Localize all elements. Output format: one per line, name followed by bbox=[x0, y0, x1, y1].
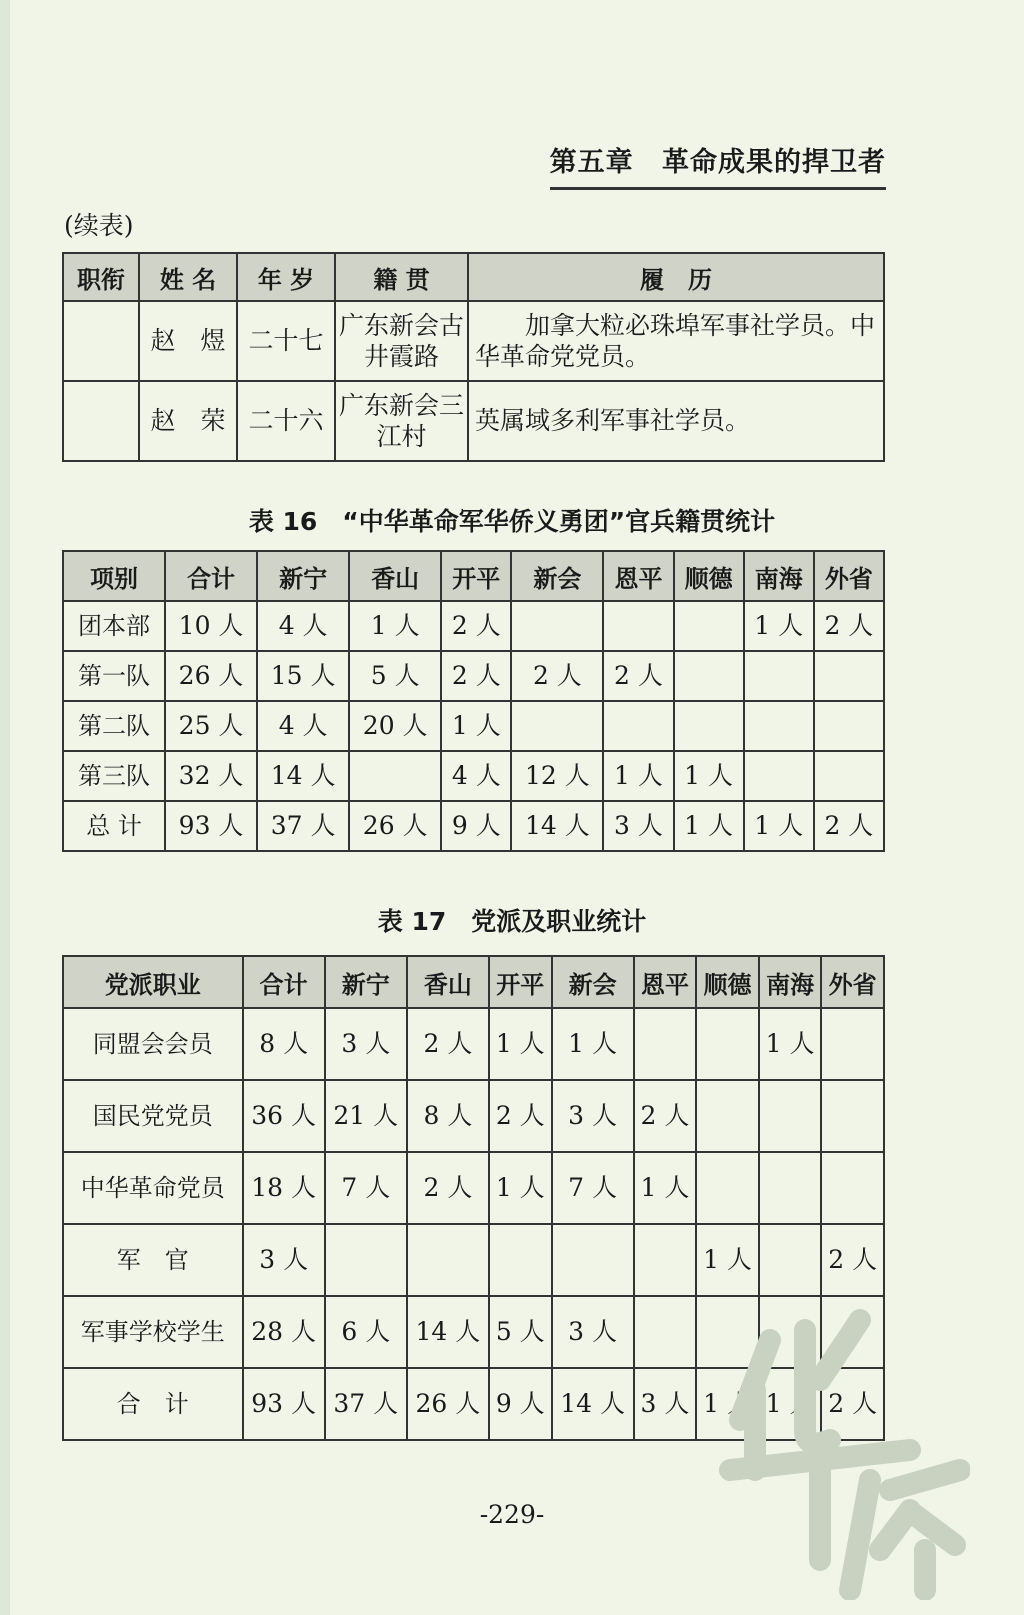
table-cell: 3 人 bbox=[552, 1080, 634, 1152]
col-header: 外省 bbox=[814, 551, 884, 601]
table-cell bbox=[759, 1080, 822, 1152]
table-cell: 1 人 bbox=[674, 801, 744, 851]
table-cell: 1 人 bbox=[489, 1008, 552, 1080]
table-cell: 15 人 bbox=[257, 651, 349, 701]
table-cell bbox=[696, 1008, 759, 1080]
table-row bbox=[63, 1008, 884, 1080]
table-cell bbox=[744, 651, 814, 701]
table17-party-occupation-stats bbox=[62, 955, 885, 1441]
table-cell: 14 人 bbox=[552, 1368, 634, 1440]
table-cell: 3 人 bbox=[243, 1224, 325, 1296]
table-cell: 2 人 bbox=[407, 1008, 489, 1080]
table-cell bbox=[489, 1224, 552, 1296]
table16-caption: 表 16 “中华革命军华侨义勇团”官兵籍贯统计 bbox=[248, 507, 776, 536]
col-header: 香山 bbox=[407, 956, 489, 1008]
table-cell: 1 人 bbox=[674, 751, 744, 801]
table-cell: 7 人 bbox=[552, 1152, 634, 1224]
col-age: 年 岁 bbox=[237, 253, 335, 301]
table-cell: 2 人 bbox=[821, 1368, 884, 1440]
table-cell: 1 人 bbox=[744, 801, 814, 851]
col-rank: 职衔 bbox=[63, 253, 139, 301]
table-cell bbox=[821, 1008, 884, 1080]
table-cell bbox=[814, 701, 884, 751]
page-edge bbox=[0, 0, 10, 1615]
table-cell: 12 人 bbox=[511, 751, 603, 801]
row-label: 团本部 bbox=[63, 601, 165, 651]
table-cell bbox=[511, 701, 603, 751]
col-header: 项别 bbox=[63, 551, 165, 601]
table-cell bbox=[511, 601, 603, 651]
table-cell: 7 人 bbox=[325, 1152, 407, 1224]
col-header: 新会 bbox=[552, 956, 634, 1008]
table-cell bbox=[744, 701, 814, 751]
row-label: 第一队 bbox=[63, 651, 165, 701]
table-cell: 8 人 bbox=[407, 1080, 489, 1152]
table-cell: 1 人 bbox=[744, 601, 814, 651]
table-cell: 14 人 bbox=[407, 1296, 489, 1368]
table-cell bbox=[814, 651, 884, 701]
table-header-row bbox=[63, 253, 884, 301]
chapter-title: 革命成果的捍卫者 bbox=[662, 147, 886, 178]
table-cell: 5 人 bbox=[349, 651, 441, 701]
col-header: 新宁 bbox=[257, 551, 349, 601]
cell-bio: 英属域多利军事社学员。 bbox=[468, 381, 884, 461]
col-header: 开平 bbox=[441, 551, 511, 601]
col-header: 新会 bbox=[511, 551, 603, 601]
cell-rank bbox=[63, 301, 139, 381]
table-cell: 14 人 bbox=[511, 801, 603, 851]
table-cell: 37 人 bbox=[325, 1368, 407, 1440]
table-cell bbox=[634, 1008, 697, 1080]
table-cell bbox=[759, 1224, 822, 1296]
table-cell bbox=[325, 1224, 407, 1296]
chapter-number: 第五章 bbox=[549, 147, 634, 178]
table-cell: 1 人 bbox=[603, 751, 673, 801]
table-cell bbox=[634, 1296, 697, 1368]
table-cell bbox=[821, 1296, 884, 1368]
table-cell bbox=[552, 1224, 634, 1296]
table-cell: 9 人 bbox=[441, 801, 511, 851]
table-cell: 32 人 bbox=[165, 751, 257, 801]
table-cell: 93 人 bbox=[165, 801, 257, 851]
cell-name: 赵 荣 bbox=[139, 381, 237, 461]
page-number: -229- bbox=[479, 1500, 545, 1529]
table-cell: 1 人 bbox=[696, 1368, 759, 1440]
table-cell bbox=[696, 1080, 759, 1152]
table-cell bbox=[603, 601, 673, 651]
table-cell bbox=[821, 1152, 884, 1224]
table-cell: 2 人 bbox=[441, 601, 511, 651]
col-header: 恩平 bbox=[603, 551, 673, 601]
col-name: 姓 名 bbox=[139, 253, 237, 301]
table-cell: 1 人 bbox=[759, 1008, 822, 1080]
table-cell: 2 人 bbox=[634, 1080, 697, 1152]
table-cell bbox=[696, 1152, 759, 1224]
table-cell bbox=[759, 1152, 822, 1224]
table-row bbox=[63, 1368, 884, 1440]
table-cell: 1 人 bbox=[441, 701, 511, 751]
col-header: 南海 bbox=[759, 956, 822, 1008]
table-row bbox=[63, 301, 884, 381]
table-cell: 2 人 bbox=[603, 651, 673, 701]
table-row bbox=[63, 1152, 884, 1224]
table-cell: 28 人 bbox=[243, 1296, 325, 1368]
table-cell: 1 人 bbox=[759, 1368, 822, 1440]
table-row bbox=[63, 601, 884, 651]
table-cell: 2 人 bbox=[511, 651, 603, 701]
col-header: 南海 bbox=[744, 551, 814, 601]
table-cell: 2 人 bbox=[407, 1152, 489, 1224]
col-header: 顺德 bbox=[674, 551, 744, 601]
table-cell bbox=[674, 701, 744, 751]
col-header: 合计 bbox=[165, 551, 257, 601]
table-row bbox=[63, 751, 884, 801]
table-cell: 26 人 bbox=[349, 801, 441, 851]
col-header: 顺德 bbox=[696, 956, 759, 1008]
table-row bbox=[63, 801, 884, 851]
table-cell bbox=[696, 1296, 759, 1368]
row-label: 军事学校学生 bbox=[63, 1296, 243, 1368]
table-cell: 37 人 bbox=[257, 801, 349, 851]
row-label: 军 官 bbox=[63, 1224, 243, 1296]
row-label: 国民党党员 bbox=[63, 1080, 243, 1152]
table-cell bbox=[349, 751, 441, 801]
table-cell: 20 人 bbox=[349, 701, 441, 751]
table-cell: 1 人 bbox=[349, 601, 441, 651]
row-label: 合 计 bbox=[63, 1368, 243, 1440]
table-cell: 5 人 bbox=[489, 1296, 552, 1368]
table-row bbox=[63, 1080, 884, 1152]
col-bio: 履 历 bbox=[468, 253, 884, 301]
table-cell: 25 人 bbox=[165, 701, 257, 751]
table-cell: 2 人 bbox=[814, 801, 884, 851]
table17-caption: 表 17 党派及职业统计 bbox=[377, 907, 647, 936]
table-cell bbox=[603, 701, 673, 751]
table-cell bbox=[634, 1224, 697, 1296]
table-header-row bbox=[63, 956, 884, 1008]
table-cell: 8 人 bbox=[243, 1008, 325, 1080]
col-header: 新宁 bbox=[325, 956, 407, 1008]
row-label: 中华革命党员 bbox=[63, 1152, 243, 1224]
table-row bbox=[63, 381, 884, 461]
table-cell: 4 人 bbox=[257, 601, 349, 651]
table-cell bbox=[821, 1080, 884, 1152]
table-cell bbox=[744, 751, 814, 801]
table-cell: 3 人 bbox=[552, 1296, 634, 1368]
table-cell: 3 人 bbox=[603, 801, 673, 851]
table-header-row bbox=[63, 551, 884, 601]
table-cell: 26 人 bbox=[165, 651, 257, 701]
table-cell: 2 人 bbox=[489, 1080, 552, 1152]
table-cell: 2 人 bbox=[821, 1224, 884, 1296]
table-cell: 18 人 bbox=[243, 1152, 325, 1224]
row-label: 总 计 bbox=[63, 801, 165, 851]
continued-label: (续表) bbox=[64, 211, 134, 240]
table16-origin-stats bbox=[62, 550, 885, 852]
col-header: 香山 bbox=[349, 551, 441, 601]
table-cell: 1 人 bbox=[552, 1008, 634, 1080]
table-cell: 4 人 bbox=[441, 751, 511, 801]
table-cell: 4 人 bbox=[257, 701, 349, 751]
table-row bbox=[63, 1296, 884, 1368]
table-cell: 10 人 bbox=[165, 601, 257, 651]
table-cell: 26 人 bbox=[407, 1368, 489, 1440]
col-header: 恩平 bbox=[634, 956, 697, 1008]
cell-origin: 广东新会古井霞路 bbox=[335, 301, 468, 381]
table-cell: 14 人 bbox=[257, 751, 349, 801]
table-row bbox=[63, 701, 884, 751]
table-cell: 3 人 bbox=[634, 1368, 697, 1440]
cell-rank bbox=[63, 381, 139, 461]
col-origin: 籍 贯 bbox=[335, 253, 468, 301]
continued-roster-table bbox=[62, 252, 885, 462]
cell-age: 二十六 bbox=[237, 381, 335, 461]
table-cell: 6 人 bbox=[325, 1296, 407, 1368]
table-row bbox=[63, 651, 884, 701]
table-cell: 93 人 bbox=[243, 1368, 325, 1440]
table-cell: 2 人 bbox=[441, 651, 511, 701]
col-header: 合计 bbox=[243, 956, 325, 1008]
table-cell bbox=[407, 1224, 489, 1296]
row-label: 第二队 bbox=[63, 701, 165, 751]
table-cell: 1 人 bbox=[489, 1152, 552, 1224]
table-cell bbox=[759, 1296, 822, 1368]
table-cell bbox=[674, 601, 744, 651]
table-cell: 1 人 bbox=[696, 1224, 759, 1296]
table-cell bbox=[674, 651, 744, 701]
col-header: 外省 bbox=[821, 956, 884, 1008]
chapter-header bbox=[550, 140, 886, 190]
table-cell: 21 人 bbox=[325, 1080, 407, 1152]
cell-bio: 加拿大粒必珠埠军事社学员。中华革命党党员。 bbox=[468, 301, 884, 381]
table-cell: 1 人 bbox=[634, 1152, 697, 1224]
cell-name: 赵 煜 bbox=[139, 301, 237, 381]
table-row bbox=[63, 1224, 884, 1296]
table-cell: 9 人 bbox=[489, 1368, 552, 1440]
table-cell bbox=[814, 751, 884, 801]
table-cell: 36 人 bbox=[243, 1080, 325, 1152]
cell-origin: 广东新会三江村 bbox=[335, 381, 468, 461]
table-cell: 3 人 bbox=[325, 1008, 407, 1080]
cell-age: 二十七 bbox=[237, 301, 335, 381]
col-header: 党派职业 bbox=[63, 956, 243, 1008]
col-header: 开平 bbox=[489, 956, 552, 1008]
table-cell: 2 人 bbox=[814, 601, 884, 651]
row-label: 第三队 bbox=[63, 751, 165, 801]
row-label: 同盟会会员 bbox=[63, 1008, 243, 1080]
